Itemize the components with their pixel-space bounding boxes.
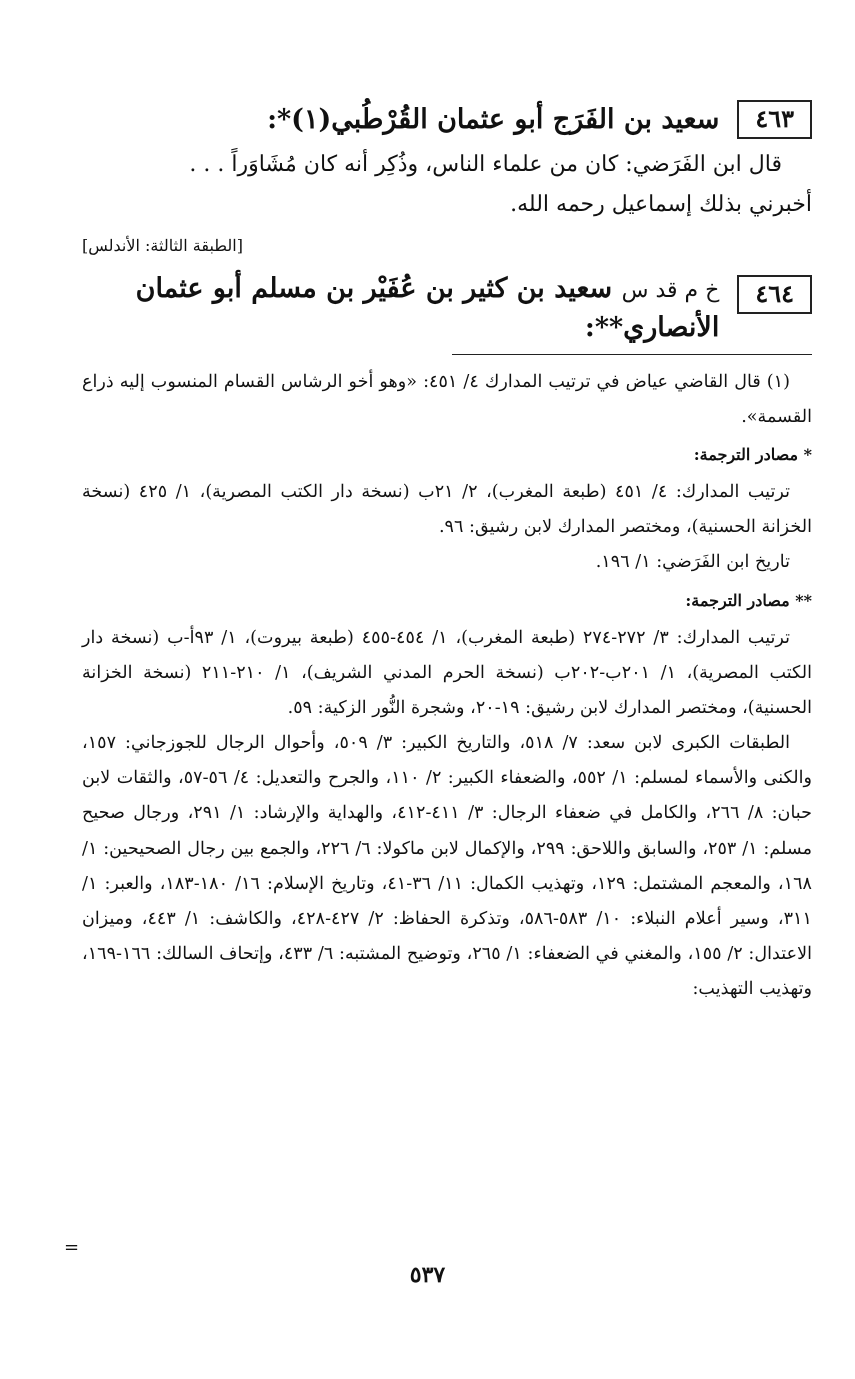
sources-paragraph: الطبقات الكبرى لابن سعد: ٧/ ٥١٨، والتاريخ الكبير: ٣/ ٥٠٩، وأحوال الرجال للجوزجاني: ١٥٧، والكنى والأسماء لمسلم: ١/ ٥٥٢، والضعفاء الكبير: ٢/ ١١٠، والجرح والتعديل: ٤/ ٥٦-٥٧، والثقات لابن حبان: ٨/ ٢٦٦، والكامل في ضعفاء الرجال: ٣/ ٤١١-٤١٢، والهداية والإرشاد: ١/ ٢٩١، ورجال صحيح مسلم: ١/ ٢٥٣، والسابق واللاحق: ٢٩٩، والإكمال لابن ماكولا: ٦/ ٢٢٦، والجمع بين رجال الصحيحين: ١/ ١٦٨، والمعجم المشتمل: ١٢٩، وتهذيب الكمال: ١١/ ٣٦-٤١، وتاريخ الإسلام: ١٦/ ١٨٠-١٨٣، والعبر: ١/ ٣١١، وسير أعلام النبلاء: ١٠/ ٥٨٣-٥٨٦، وتذكرة الحفاظ: ٢/ ٤٢٧-٤٢٨، والكاشف: ١/ ٤٤٣، وميزان الاعتدال: ٢/ ١٥٥، والمغني في الضعفاء: ١/ ٢٦٥، وتوضيح المشتبه: ٦/ ٤٣٣، وإتحاف السالك: ١٦٦-١٦٩، وتهذيب التهذيب:	[82, 733, 812, 1000]
footnote-divider	[452, 354, 812, 355]
entry-name-text: سعيد بن الفَرَج أبو عثمان القُرْطُبي	[331, 104, 720, 135]
footnote-1: (١) قال القاضي عياض في ترتيب المدارك ٤/ ٤٥١: «وهو أخو الرشاس القسام المنسوب إليه ذراع القسمة».	[82, 371, 812, 427]
entry-number-box: ٤٦٤	[737, 275, 812, 314]
entry-text-line: أخبرني بذلك إسماعيل رحمه الله.	[510, 191, 812, 217]
sources-heading: ** مصادر الترجمة:	[685, 590, 812, 610]
footnotes	[82, 365, 812, 1008]
entry-number-box: ٤٦٣	[737, 100, 812, 139]
sources-heading: * مصادر الترجمة:	[693, 444, 812, 464]
entry-name	[267, 100, 719, 139]
continuation-mark: =	[64, 1237, 80, 1258]
page-body	[82, 100, 812, 1008]
tier-label: [الطبقة الثالثة: الأندلس]	[82, 236, 243, 256]
page-number: ٥٣٧	[409, 1262, 446, 1288]
entry-name	[82, 269, 719, 347]
sources-paragraph: ترتيب المدارك: ٤/ ٤٥١ (طبعة المغرب)، ٢/ ٢١ب (نسخة دار الكتب المصرية)، ١/ ٤٢٥ (نسخة الخزانة الحسنية)، ومختصر المدارك لابن رشيق: ٩٦.	[82, 481, 812, 538]
entry-463-header	[82, 100, 812, 139]
entry-name-text: سعيد بن كثير بن عُفَيْر بن مسلم أبو عثمان الأنصاري	[135, 273, 720, 344]
footnote-marker: (١)*:	[267, 104, 332, 135]
entry-463-text	[82, 145, 812, 224]
sources-paragraph: تاريخ ابن الفَرَضي: ١/ ١٩٦.	[595, 552, 790, 573]
entry-464-header	[82, 269, 812, 347]
sources-paragraph: ترتيب المدارك: ٣/ ٢٧٢-٢٧٤ (طبعة المغرب)، ١/ ٤٥٤-٤٥٥ (طبعة بيروت)، ١/ ٩٣أ-ب (نسخة دار الكتب المصرية)، ١/ ٢٠١ب-٢٠٢ب (نسخة الحرم المدني الشريف)، ١/ ٢١٠-٢١١ (نسخة الخزانة الحسنية)، ومختصر المدارك لابن رشيق: ١٩-٢٠، وشجرة النُّور الزكية: ٥٩.	[82, 627, 812, 718]
book-sigla: خ م قد س	[621, 278, 720, 304]
entry-text-line: قال ابن الفَرَضي: كان من علماء الناس، وذُكِر أنه كان مُشَاوَراً . . .	[189, 152, 782, 178]
footnote-marker: **:	[584, 312, 624, 344]
